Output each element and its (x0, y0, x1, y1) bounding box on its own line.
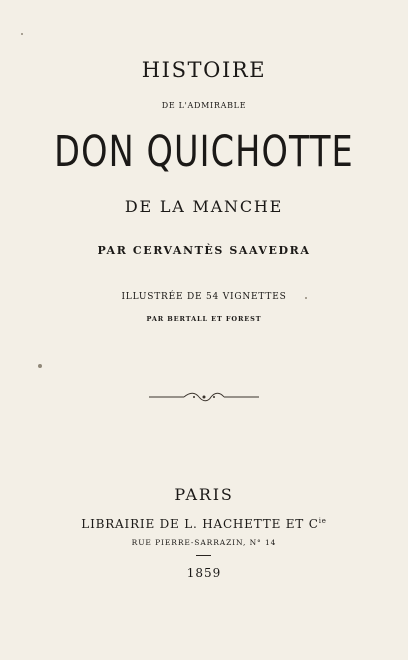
subtitle-de-l-admirable: DE L'ADMIRABLE (161, 101, 247, 110)
publisher-name: LIBRAIRIE DE L. HACHETTE ET C (81, 517, 319, 531)
main-title-don-quichotte: DON QUICHOTTE (54, 127, 354, 177)
illustrators-line: PAR BERTALL ET FOREST (146, 315, 262, 323)
author-line: PAR CERVANTÈS SAAVEDRA (97, 244, 311, 257)
publisher-city: PARIS (174, 485, 234, 504)
illustration-note: ILLUSTRÉE DE 54 VIGNETTES (121, 292, 287, 302)
ornamental-rule-icon (147, 391, 261, 403)
publication-year: 1859 (186, 566, 222, 580)
paper-speck (305, 297, 307, 299)
publisher-suffix: ie (318, 517, 327, 525)
publisher-line (0, 513, 408, 532)
publisher-address: RUE PIERRE-SARRAZIN, N° 14 (131, 538, 277, 547)
title-de-la-manche: DE LA MANCHE (124, 197, 284, 216)
short-rule (196, 555, 211, 556)
paper-speck (21, 33, 23, 35)
paper-speck (38, 364, 42, 368)
title-histoire: HISTOIRE (141, 58, 267, 82)
